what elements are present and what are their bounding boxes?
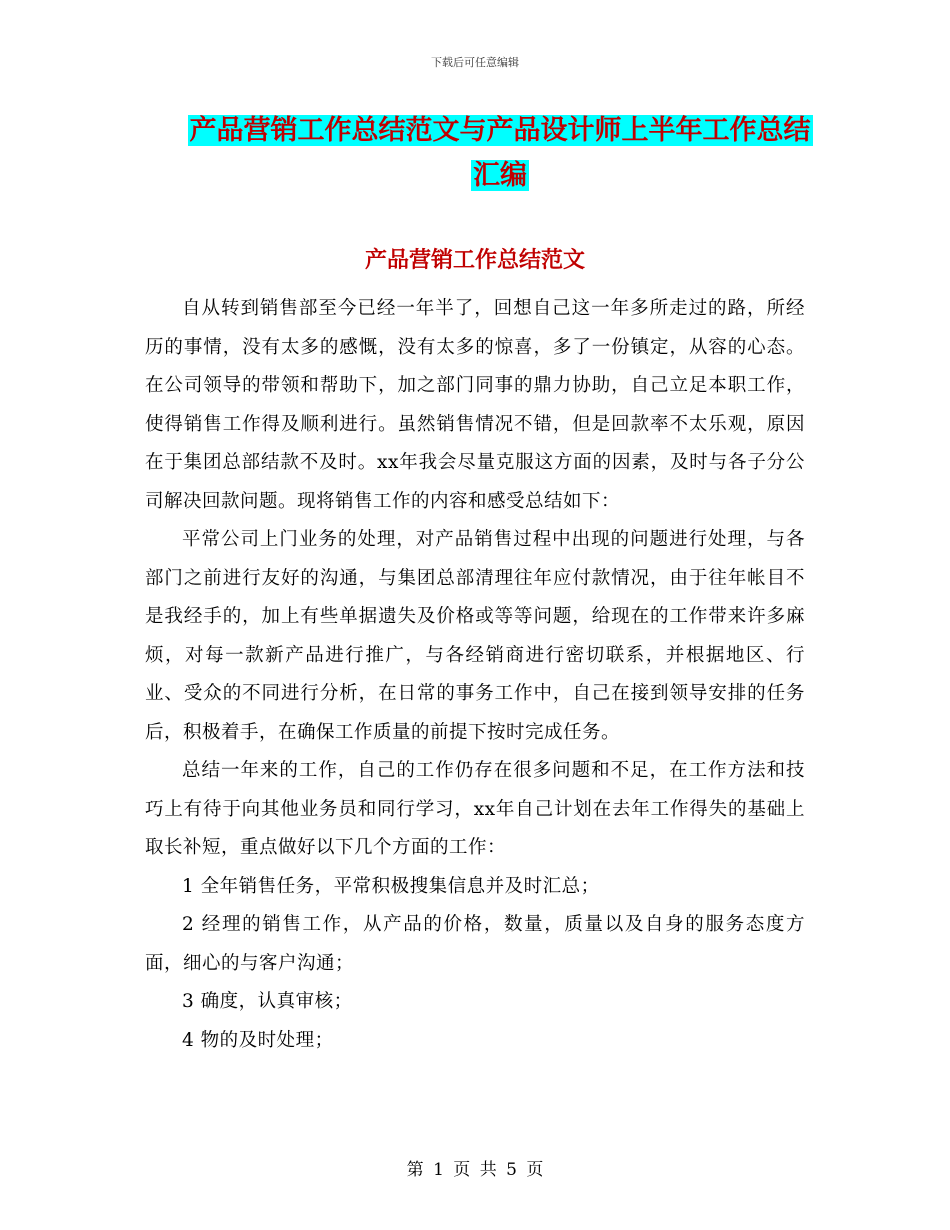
paragraph: 总结一年来的工作，自己的工作仍存在很多问题和不足，在工作方法和技巧上有待于向其他业务员和同行学习，xx年自己计划在去年工作得失的基础上取长补短，重点做好以下几个方面的工作： xyxy=(145,760,805,858)
document-title xyxy=(140,108,860,198)
section-title: 产品营销工作总结范文 xyxy=(364,248,585,273)
list-item: 4 物的及时处理； xyxy=(182,1029,334,1051)
document-body xyxy=(145,290,805,1060)
page-header-note: 下载后可任意编辑 xyxy=(431,56,519,69)
list-item: 1 全年销售任务，平常积极搜集信息并及时汇总； xyxy=(182,875,600,897)
list-item: 2 经理的销售工作，从产品的价格，数量，质量以及自身的服务态度方面，细心的与客户沟通； xyxy=(145,914,805,974)
document-title-line-2: 汇编 xyxy=(473,160,527,191)
paragraph: 平常公司上门业务的处理，对产品销售过程中出现的问题进行处理，与各部门之前进行友好的沟通，与集团总部清理往年应付款情况，由于往年帐目不是我经手的，加上有些单据遗失及价格或等等问题，给现在的工作带来许多麻烦，对每一款新产品进行推广，与各经销商进行密切联系，并根据地区、行业、受众的不同进行分析，在日常的事务工作中，自己在接到领导安排的任务后，积极着手，在确保工作质量的前提下按时完成任务。 xyxy=(145,529,805,743)
list-item: 3 确度，认真审核； xyxy=(182,991,353,1012)
paragraph: 自从转到销售部至今已经一年半了，回想自己这一年多所走过的路，所经历的事情，没有太多的感慨，没有太多的惊喜，多了一份镇定，从容的心态。在公司领导的带领和帮助下，加之部门同事的鼎力协助，自己立足本职工作，使得销售工作得及顺利进行。虽然销售情况不错，但是回款率不太乐观，原因在于集团总部结款不及时。xx年我会尽量克服这方面的因素，及时与各子分公司解决回款问题。现将销售工作的内容和感受总结如下： xyxy=(145,298,805,512)
page-number-footer: 第 1 页 共 5 页 xyxy=(406,1160,544,1180)
document-title-line-1: 产品营销工作总结范文与产品设计师上半年工作总结 xyxy=(189,115,811,146)
